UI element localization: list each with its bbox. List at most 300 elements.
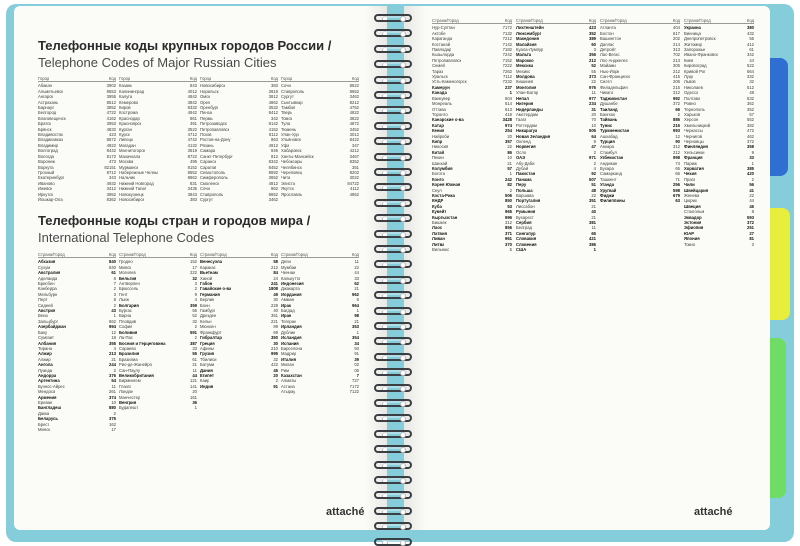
dial-code: 69 xyxy=(273,329,278,335)
table-row xyxy=(432,247,512,252)
dial-code: 7 xyxy=(113,281,116,287)
binding-ring xyxy=(370,305,416,317)
place-name: Словакия xyxy=(516,236,537,242)
binding-ring xyxy=(370,351,416,363)
dial-code: 162 xyxy=(109,421,116,427)
place-name: Найроби xyxy=(432,133,450,139)
place-name: Рим xyxy=(281,367,290,373)
dial-code: 432 xyxy=(747,30,754,36)
place-name: Панама xyxy=(516,176,532,182)
binding-ring xyxy=(370,197,416,209)
binding-ring xyxy=(370,151,416,163)
dial-code: 3462 xyxy=(349,94,359,100)
dial-code: 7132 xyxy=(502,30,512,36)
dial-code: Код xyxy=(189,76,197,81)
dial-code: 462 xyxy=(747,133,754,139)
place-name: Куба xyxy=(432,203,442,209)
dial-code: 06 xyxy=(354,367,359,373)
dial-code: 387 xyxy=(190,340,197,346)
place-name: Сараево xyxy=(119,345,136,351)
dial-code: 386 xyxy=(589,241,596,247)
place-name: Филадельфия xyxy=(600,84,628,90)
place-name: Финляндия xyxy=(684,144,708,150)
dial-code: 495 xyxy=(190,159,197,165)
dial-code: 3428 xyxy=(502,117,512,123)
place-name: Испания xyxy=(281,340,299,346)
dial-code: 202 xyxy=(673,36,680,42)
place-name: Город xyxy=(200,76,212,81)
dial-code: 44 xyxy=(749,57,754,63)
place-name: Нур-Султан xyxy=(432,25,455,31)
place-name: Черновцы xyxy=(684,138,704,144)
place-name: Ирак xyxy=(281,302,291,308)
dial-code: 3452 xyxy=(349,126,359,132)
place-name: Индия xyxy=(200,383,214,389)
place-name: Будапешт xyxy=(119,405,139,411)
dial-code: 3519 xyxy=(187,148,197,154)
binding-ring xyxy=(370,320,416,332)
place-name: Берлин xyxy=(200,297,215,303)
dial-code: 342 xyxy=(271,115,278,121)
dial-code: 55 xyxy=(192,351,197,357)
place-name: Нью-Йорк xyxy=(600,68,620,74)
place-name: Атланта xyxy=(600,25,616,31)
dial-code: 53 xyxy=(507,203,512,209)
dial-code: 8662 xyxy=(187,175,197,181)
dial-code: 3462 xyxy=(268,196,278,202)
place-name: Боливия xyxy=(119,329,138,335)
dial-code: 702 xyxy=(673,52,680,58)
place-name: Магадан xyxy=(119,142,136,148)
place-name: Корея Южная xyxy=(432,182,461,188)
place-name: Бостон xyxy=(600,30,614,36)
place-name: Уганда xyxy=(600,182,615,188)
dial-code: 3843 xyxy=(187,191,197,197)
place-name: Тайвань xyxy=(600,117,618,123)
table-row xyxy=(684,242,754,247)
binding-ring xyxy=(370,58,416,70)
place-name: Зальцбург xyxy=(38,318,59,324)
place-name: Мурманск xyxy=(119,164,139,170)
place-name: Улан-Удэ xyxy=(281,132,299,138)
place-name: Нидерланды xyxy=(516,106,543,112)
dial-code: 44 xyxy=(749,198,754,204)
dial-code: 995 xyxy=(271,351,278,357)
dial-code: 32 xyxy=(192,318,197,324)
dial-code: 22 xyxy=(507,144,512,150)
place-name: Москва xyxy=(119,159,134,165)
dial-code: 371 xyxy=(505,230,512,236)
dial-code: 70 xyxy=(591,117,596,123)
dial-code: 4812 xyxy=(268,180,278,186)
place-name: Кишинев xyxy=(516,79,534,85)
dial-code: 46 xyxy=(749,203,754,209)
place-name: Алматы xyxy=(281,378,297,384)
place-name: Глазго xyxy=(119,383,132,389)
binding-ring xyxy=(370,505,416,517)
table-row xyxy=(38,427,116,432)
dial-code: 312 xyxy=(673,90,680,96)
dial-code: 4752 xyxy=(349,105,359,111)
dial-code: 8352 xyxy=(349,159,359,165)
place-name: Фиджи xyxy=(600,193,615,198)
place-name: Тегеран xyxy=(281,318,297,324)
dial-code: 8332 xyxy=(187,105,197,111)
place-name: Непал xyxy=(516,95,529,101)
place-name: Индонезия xyxy=(281,281,304,287)
dial-code: 33 xyxy=(354,275,359,281)
place-name: Швейцария xyxy=(684,187,709,193)
place-name: Страна/Город xyxy=(119,252,146,257)
place-name: Львов xyxy=(684,79,696,85)
dial-code: 21 xyxy=(354,318,359,324)
dial-code: 2 xyxy=(113,367,116,373)
dial-code: 976 xyxy=(589,84,596,90)
place-name: Колумбия xyxy=(432,165,453,171)
place-name: Даллас xyxy=(600,41,615,47)
place-name: Абакан xyxy=(38,83,52,89)
dial-code: 90 xyxy=(675,138,680,144)
dial-code: 522 xyxy=(747,63,754,69)
dial-code: 222 xyxy=(190,270,197,276)
binding-ring xyxy=(370,166,416,178)
place-name: Кыргызстан xyxy=(432,214,458,220)
place-name: Хабаровск xyxy=(281,148,302,154)
table-header-row xyxy=(200,76,278,82)
dial-code: 22 xyxy=(354,264,359,270)
dial-code: 18 xyxy=(111,335,116,341)
brand-logo-right: attaché xyxy=(694,506,733,518)
table-row xyxy=(119,405,197,410)
place-name: Беларусь xyxy=(38,416,58,422)
dial-code: 604 xyxy=(505,95,512,101)
place-name: Якутск xyxy=(281,186,294,192)
dial-code: 91 xyxy=(273,383,278,389)
place-name: Чернигов xyxy=(684,133,703,139)
place-name: Страна/Город xyxy=(281,252,308,257)
dial-code: 7172 xyxy=(349,383,359,389)
place-name: Катар xyxy=(432,122,444,128)
place-name: КНДР xyxy=(432,198,444,204)
dial-code: 505 xyxy=(589,128,596,134)
place-name: Армения xyxy=(38,394,57,400)
dial-code: 11 xyxy=(111,383,116,389)
dial-code: 420 xyxy=(747,171,754,177)
dial-code: 8212 xyxy=(349,99,359,105)
place-name: Никосия xyxy=(432,144,449,150)
place-name: Батуми xyxy=(200,362,215,368)
place-name: Исландия xyxy=(281,335,302,341)
place-name: Белград xyxy=(516,225,533,231)
dial-code: 44 xyxy=(192,372,197,378)
binding-ring xyxy=(370,366,416,378)
place-name: Ванкувер xyxy=(432,95,451,101)
place-name: Тбилиси xyxy=(200,356,217,362)
dial-code: 7152 xyxy=(502,57,512,63)
dial-code: 30 xyxy=(273,340,278,346)
place-name: Перу xyxy=(516,182,527,188)
place-name: Уругвай xyxy=(600,187,617,193)
dial-code: 472 xyxy=(747,128,754,134)
dial-code: 3852 xyxy=(106,105,116,111)
dial-code: 662 xyxy=(109,318,116,324)
dial-code: 8142 xyxy=(268,121,278,127)
dial-code: 52 xyxy=(591,63,596,69)
place-name: Дублин xyxy=(281,329,296,335)
place-name: Андижан xyxy=(600,160,618,166)
dial-code: Код xyxy=(270,76,278,81)
russian-cities-title-ru: Телефонные коды крупных городов России / xyxy=(38,38,332,53)
place-name: Ашхабад xyxy=(600,133,618,139)
place-name: Самарканд xyxy=(600,171,622,177)
dial-code: 17 xyxy=(111,427,116,432)
dial-code: 141 xyxy=(190,383,197,389)
place-name: Аделаида xyxy=(38,275,58,281)
place-name: Багдад xyxy=(281,308,295,314)
place-name: Болгария xyxy=(119,302,139,308)
place-name: Усть-Каменогорск xyxy=(432,79,467,85)
dial-code: 7232 xyxy=(502,79,512,85)
table-row xyxy=(281,389,359,394)
dial-code: 10 xyxy=(111,399,116,405)
dial-code: 971 xyxy=(589,155,596,161)
dial-code: 4712 xyxy=(187,132,197,138)
dial-code: 213 xyxy=(673,57,680,63)
place-name: Лаос xyxy=(432,225,443,231)
dial-code: 7242 xyxy=(502,52,512,58)
dial-code: 356 xyxy=(589,52,596,58)
place-name: Варшава xyxy=(516,193,534,198)
dial-code: 385 xyxy=(747,165,754,171)
dial-code: 342 xyxy=(747,52,754,58)
place-name: Туркменистан xyxy=(600,128,630,134)
dial-code: 8552 xyxy=(187,169,197,175)
dial-code: 4852 xyxy=(349,191,359,197)
dial-code: 241 xyxy=(271,281,278,287)
place-name: Минск xyxy=(38,427,51,432)
dial-code: 52 xyxy=(192,313,197,319)
place-name: Каир xyxy=(200,378,210,384)
place-name: Оттава xyxy=(432,106,446,112)
table-header-row xyxy=(200,252,278,258)
place-name: Гаага xyxy=(516,117,527,123)
dial-code: 343 xyxy=(109,175,116,181)
dial-code: 56 xyxy=(749,182,754,188)
place-name: Сидней xyxy=(38,302,53,308)
place-name: Альметьевск xyxy=(38,88,64,94)
dial-code: 374 xyxy=(109,394,116,400)
dial-code: 49 xyxy=(273,291,278,297)
binding-ring xyxy=(370,181,416,193)
place-name: Иваново xyxy=(38,180,55,186)
dial-code: 82151 xyxy=(104,164,116,170)
place-name: Курган xyxy=(119,126,132,132)
dial-code: 61 xyxy=(749,47,754,53)
dial-code: 228 xyxy=(271,302,278,308)
dial-code: 31 xyxy=(591,106,596,112)
place-name: Амстердам xyxy=(516,111,538,117)
dial-code: 312 xyxy=(673,144,680,150)
place-name: Тирана xyxy=(38,345,53,351)
dial-code: 254 xyxy=(505,128,512,134)
table-row xyxy=(281,192,359,197)
place-name: Албания xyxy=(38,340,57,346)
table-header-row xyxy=(119,76,197,82)
place-name: Магнитогорск xyxy=(119,148,146,154)
place-name: Чебоксары xyxy=(281,159,303,165)
dial-code: 2 xyxy=(113,410,116,416)
place-name: Астрахань xyxy=(38,99,59,105)
right-table-col-2 xyxy=(516,18,596,508)
dial-code: 355 xyxy=(109,340,116,346)
dial-code: 7172 xyxy=(502,25,512,31)
place-name: Норильск xyxy=(200,88,219,94)
place-name: Ченнаи xyxy=(281,270,296,276)
place-name: Манчестер xyxy=(119,394,141,400)
place-name: Кувейт xyxy=(432,209,447,215)
dial-code: 1 xyxy=(593,247,596,253)
place-name: Сербия xyxy=(516,220,532,226)
place-name: Ростов-на-Дону xyxy=(200,137,231,143)
dial-code: 66 xyxy=(675,106,680,112)
place-name: Братск xyxy=(38,121,52,127)
dial-code: 8112 xyxy=(268,132,278,138)
place-name: Анкара xyxy=(600,144,615,150)
dial-code: 974 xyxy=(505,122,512,128)
dial-code: 74 xyxy=(675,160,680,166)
table-row xyxy=(119,197,197,202)
dial-code: 350 xyxy=(271,335,278,341)
dial-code: 4822 xyxy=(349,110,359,116)
dial-code: 39 xyxy=(354,356,359,362)
place-name: Ангарск xyxy=(38,94,54,100)
place-name: Алжир xyxy=(38,351,52,357)
dial-code: 372 xyxy=(747,138,754,144)
dial-code: 71 xyxy=(675,176,680,182)
world-table-col-4 xyxy=(281,252,359,510)
place-name: Харьков xyxy=(684,111,701,117)
dial-code: 840 xyxy=(109,259,116,265)
dial-code: 8 xyxy=(751,209,754,215)
place-name: Пекин xyxy=(432,155,444,161)
place-name: Китай xyxy=(432,149,445,155)
dial-code: 4842 xyxy=(187,94,197,100)
place-name: Луцк xyxy=(684,74,694,80)
place-name: Пловдив xyxy=(119,318,137,324)
place-name: Мадрид xyxy=(281,351,297,357)
dial-code: 40 xyxy=(273,308,278,314)
dial-code: 389 xyxy=(589,36,596,42)
binding-ring xyxy=(370,212,416,224)
dial-code: 8412 xyxy=(268,110,278,116)
place-name: Конго xyxy=(432,176,444,182)
place-name: Чикаго xyxy=(600,90,614,96)
binding-ring xyxy=(370,89,416,101)
place-name: Рязань xyxy=(200,142,214,148)
place-name: Семей xyxy=(432,63,445,69)
table-header-row xyxy=(600,18,680,24)
place-name: Филиппины xyxy=(600,198,626,204)
dial-code: 358 xyxy=(747,144,754,150)
dial-code: 362 xyxy=(747,101,754,107)
place-name: Алжир xyxy=(38,356,51,362)
place-name: Стамбул xyxy=(600,149,617,155)
place-name: Австралия xyxy=(38,270,61,276)
dial-code: 43 xyxy=(111,308,116,314)
place-name: Нижний Новгород xyxy=(119,180,154,186)
dial-code: 55 xyxy=(591,68,596,74)
place-name: Джакарта xyxy=(281,286,300,292)
place-name: Детройт xyxy=(600,47,616,53)
place-name: Венгрия xyxy=(119,399,137,405)
dial-code: 831 xyxy=(190,180,197,186)
place-name: Челябинск xyxy=(281,164,302,170)
dial-code: 8422 xyxy=(349,137,359,143)
place-name: Страна/Город xyxy=(516,18,543,23)
dial-code: 32 xyxy=(192,275,197,281)
place-name: Бирмингем xyxy=(119,378,141,384)
place-name: Босния и Герцеговина xyxy=(119,340,166,346)
place-name: Николаев xyxy=(684,84,703,90)
dial-code: 9 xyxy=(593,138,596,144)
place-name: Запорожье xyxy=(684,47,706,53)
dial-code: 886 xyxy=(673,117,680,123)
place-name: Вашингтон xyxy=(600,36,622,42)
dial-code: 7222 xyxy=(502,63,512,69)
binding-ring xyxy=(370,489,416,501)
place-name: Андорра xyxy=(38,372,57,378)
world-table-col-1 xyxy=(38,252,116,510)
table-header-row xyxy=(119,252,197,258)
place-name: Ташкент xyxy=(600,176,617,182)
dial-code: 3 xyxy=(113,291,116,297)
dial-code: 60 xyxy=(591,41,596,47)
place-name: Сан-Паулу xyxy=(119,367,140,373)
dial-code: 3842 xyxy=(187,99,197,105)
place-name: Канберра xyxy=(38,286,57,292)
place-name: Дубай xyxy=(516,165,529,171)
dial-code: 1 xyxy=(356,329,359,335)
place-name: Мендоса xyxy=(38,389,56,395)
binding-ring xyxy=(370,536,416,546)
dial-code: 843 xyxy=(190,83,197,89)
place-name: Париж xyxy=(684,160,697,166)
dial-code: 91 xyxy=(354,351,359,357)
place-name: Уральск xyxy=(432,74,448,80)
binding-ring xyxy=(370,459,416,471)
dial-code: 216 xyxy=(673,122,680,128)
dial-code: 8712 xyxy=(106,169,116,175)
place-name: Киров xyxy=(119,105,131,111)
place-name: Амман xyxy=(281,297,295,303)
place-name: Страна/Город xyxy=(38,252,65,257)
place-name: Прага xyxy=(684,176,696,182)
place-name: Минск xyxy=(119,264,132,270)
cities-table-col-1 xyxy=(38,76,116,206)
table-row xyxy=(38,197,116,202)
dial-code: 8622 xyxy=(349,83,359,89)
place-name: Польша xyxy=(516,187,533,193)
dial-code: 242 xyxy=(505,176,512,182)
dial-code: 92 xyxy=(591,171,596,177)
spiral-binding xyxy=(370,0,416,546)
place-name: Антверпен xyxy=(119,281,140,287)
place-name: Сингапур xyxy=(516,230,536,236)
dial-code: 613 xyxy=(505,106,512,112)
dial-code: 861 xyxy=(190,115,197,121)
dial-code: 381 xyxy=(589,220,596,226)
dial-code: 3 xyxy=(194,281,197,287)
